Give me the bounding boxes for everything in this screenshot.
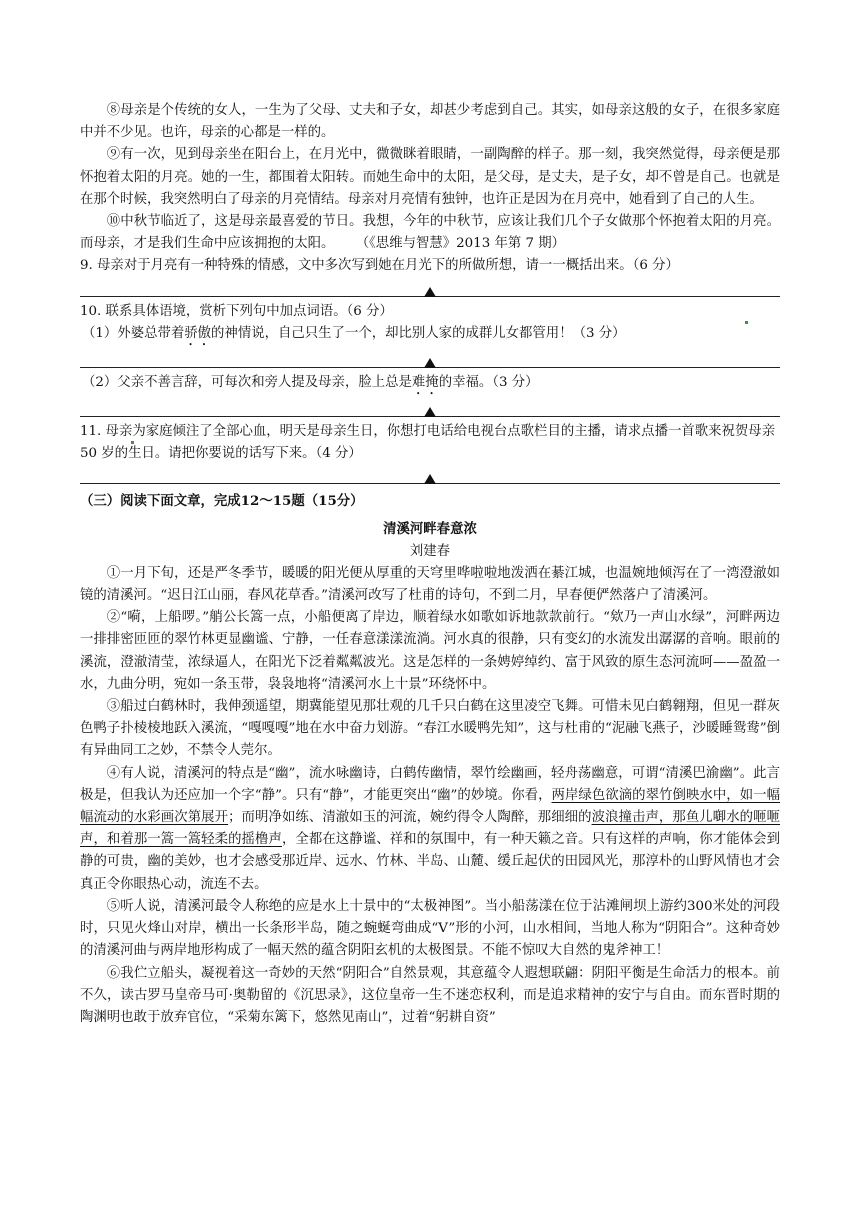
question-11: 11. 母亲为家庭倾注了全部心血，明天是母亲生日，你想打电话给电视台点歌栏目的主播，请求点播一首歌来祝贺母亲 50 岁的生日。请把你要说的话写下来。（4 分） [80,423,776,462]
paragraph-10: ⑩中秋节临近了，这是母亲最喜爱的节日。我想，今年的中秋节，应该让我们几个子女做那个怀抱着太阳的月亮。而母亲，才是我们生命中应该拥抱的太阳。 （《思维与智慧》2013 年第 7 期） [80,214,780,252]
green-mark [131,441,134,444]
underlined-sentence-2: 波浪撞击声，那鱼儿啣水的咂咂声，和着那一篙一篙轻柔的摇橹声 [80,810,781,848]
article-paragraph-5: ⑤听人说，清溪河最令人称绝的应是水上十景中的“太极神图”。当小船荡漾在位于沾滩闸坝上游约300米处的河段时，只见火烽山对岸，横出一长条形半岛，随之蜿蜒弯曲成“V”形的小河，山水相间，当地人称为“阴阳合”。这种奇妙的清溪河曲与两岸地形构成了一幅天然的蕴含阴阳玄机的太极图景。不能不惊叹大自然的鬼斧神工！ [80,898,780,959]
answer-line-11[interactable] [80,465,780,484]
question-10-2: （2）父亲不善言辞，可每次和旁人提及母亲，脸上总是难掩的幸福。（3 分） [82,374,539,390]
answer-marker-icon [424,474,436,484]
article-paragraph-2: ②“嗬，上船啰。”艄公长篙一点，小船便离了岸边，顺着绿水如歌如诉地款款前行。“欸乃一声山水绿”，河畔两边一排排密匝匝的翠竹林更显幽谧、宁静，一任春意漾漾流淌。河水真的很静，只有变幻的水流发出潺潺的音响。眼前的溪流，澄澈清莹，浓绿逼人，在阳光下泛着粼粼波光。这是怎样的一条娉婷绰约、富于风致的原生态河流呵——盈盈一水，九曲分明，宛如一条玉带，袅袅地将“清溪河水上十景”环绕怀中。 [80,610,780,692]
article-paragraph-6: ⑥我伫立船头，凝视着这一奇妙的天然“阴阳合”自然景观，其意蕴令人遐想联翩：阴阳平衡是生命活力的根本。前不久，读古罗马皇帝马可·奥勒留的《沉思录》，这位皇帝一生不迷恋权利，而是追求精神的安宁与自由。而东晋时期的陶渊明也敢于放弃官位，“采菊东篱下，悠然见南山”，过着“躬耕自资” [80,965,780,1025]
section-heading: （三）阅读下面文章，完成12～15题（15分） [80,493,364,510]
article-paragraph-3: ③船过白鹤林时，我伸颈遥望，期冀能望见那壮观的几千只白鹤在这里凌空飞舞。可惜未见白鹤翱翔，但见一群灰色鸭子扑棱棱地跃入溪流，“嘎嘎嘎”地在水中奋力划游。“春江水暖鸭先知”，这与杜甫的“泥融飞燕子，沙暖睡鸳鸯”倒有异曲同工之妙，不禁令人莞尔。 [80,699,780,759]
paragraph-9: ⑨有一次，见到母亲坐在阳台上，在月光中，微微眯着眼睛，一副陶醉的样子。那一刻，我突然觉得，母亲便是那怀抱着太阳的月亮。她的一生，都围着太阳转。而她生命中的太阳，是父母，是丈夫，是子女，却不曾是自己。也就是在那个时候，我突然明白了母亲的月亮情结。母亲对月亮情有独钟，也许正是因为在月亮中，她看到了自己的人生。 [80,147,780,207]
question-10-1: （1）外婆总带着骄傲的神情说，自己只生了一个，却比别人家的成群儿女都管用！（3 分） [82,325,626,341]
answer-marker-icon [424,358,436,368]
answer-line-10-1[interactable] [80,349,780,368]
question-10: 10. 联系具体语境，赏析下列句中加点词语。（6 分） [80,303,393,319]
article-paragraph-1: ①一月下旬，还是严冬季节，暖暖的阳光便从厚重的天穹里哗啦啦地泼洒在綦江城，也温婉地倾泻在了一湾澄澈如镜的清溪河。“迟日江山丽，春风花草香。”清溪河改写了杜甫的诗句，不到二月，早春便俨然落户了清溪河。 [80,565,780,604]
article-title: 清溪河畔春意浓 [383,521,477,538]
answer-marker-icon [424,287,436,297]
question-9: 9. 母亲对于月亮有一种特殊的情感，文中多次写到她在月光下的所做所想，请一一概括出来。（6 分） [80,258,679,274]
underlined-sentence-1: 两岸绿色欲滴的翠竹倒映水中，如一幅幅流动的水彩画次第展开 [80,787,780,826]
source-citation: （《思维与智慧》2013 年第 7 期） [362,236,566,252]
dotted-word: 骄傲 [184,325,212,341]
article-author: 刘建春 [409,543,451,559]
article-paragraph-4: ④有人说，清溪河的特点是“幽”，流水咏幽诗，白鹤传幽情，翠竹绘幽画，轻舟荡幽意，可谓“清溪巴渝幽”。此言极是，但我认为还应加一个字“静”。只有“静”，才能更突出“幽”的妙境。你看，两岸绿色欲滴的翠竹倒映水中，如一幅幅流动的水彩画次第展开；而明净如练、清澈如玉的河流，婉约得令人陶醉，那细细的波浪撞击声，那鱼儿啣水的咂咂声，和着那一篙一篙轻柔的摇橹声，全都在这静谧、祥和的氛围中，有一种天籁之音。只有这样的声响，你才能体会到静的可贵，幽的美妙，也才会感受那近岸、远水、竹林、半岛、山麓、缓丘起伏的田园风光，那淳朴的山野风情也才会真正令你眼热心动，流连不去。 [80,765,781,892]
answer-marker-icon [424,407,436,417]
paragraph-8: ⑧母亲是个传统的女人，一生为了父母、丈夫和子女，却甚少考虑到自己。其实，如母亲这般的女子，在很多家庭中并不少见。也许，母亲的心都是一样的。 [80,103,780,141]
dotted-word: 难掩 [411,374,439,390]
green-mark [745,321,748,324]
answer-line-10-2[interactable] [80,398,780,417]
answer-line-9[interactable] [80,278,780,297]
